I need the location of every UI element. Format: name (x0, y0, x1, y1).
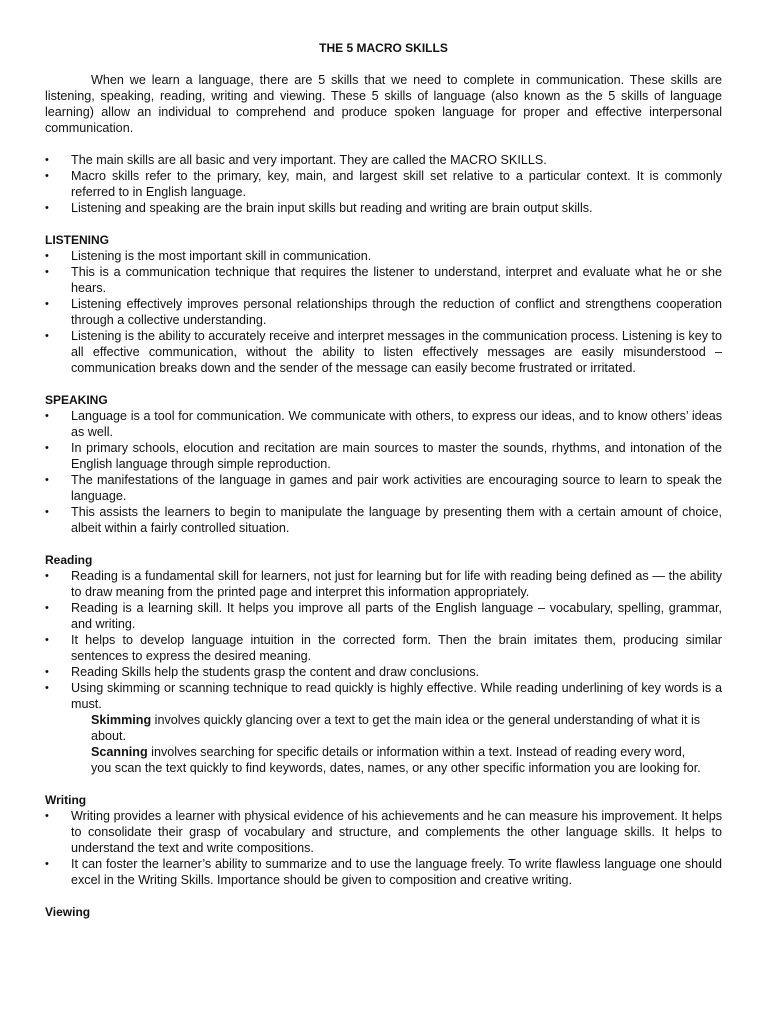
list-item: • It helps to develop language intuition in the corrected form. Then the brain imitates them, producing similar sentences to express the desired meaning. (45, 632, 722, 664)
intro-paragraph: When we learn a language, there are 5 skills that we need to complete in communication. These skills are listening, speaking, reading, writing and viewing. These 5 skills of language (also known as the 5 skills of language learning) allow an individual to comprehend and produce spoken language for proper and effective interpersonal communication. (45, 73, 722, 135)
scanning-definition (91, 744, 706, 776)
skimming-definition (91, 712, 706, 744)
skimming-term: Skimming (91, 713, 152, 727)
list-item: • The manifestations of the language in games and pair work activities are encouraging source to learn to speak the language. (45, 472, 722, 504)
list-item: • In primary schools, elocution and recitation are main sources to master the sounds, rhythms, and intonation of the English language through simple reproduction. (45, 440, 722, 472)
list-item: • The main skills are all basic and very important. They are called the MACRO SKILLS. (45, 152, 722, 168)
skimming-text: involves quickly glancing over a text to get the main idea or the general understanding of what it is about. (91, 713, 701, 743)
section-heading-speaking: SPEAKING (45, 393, 108, 407)
list-item: • Writing provides a learner with physical evidence of his achievements and he can measure his improvement. It helps to consolidate their grasp of vocabulary and structure, and complements the other language skills. It helps to understand the text and write compositions. (45, 808, 722, 856)
list-item: • Listening is the most important skill in communication. (45, 248, 722, 264)
list-item: • Reading is a learning skill. It helps you improve all parts of the English language – vocabulary, spelling, grammar, and writing. (45, 600, 722, 632)
scanning-term: Scanning (91, 745, 148, 759)
list-item: • Using skimming or scanning technique to read quickly is highly effective. While reading underlining of key words is a must. (45, 680, 722, 712)
list-item: • Language is a tool for communication. We communicate with others, to express our ideas, and to know others’ ideas as well. (45, 408, 722, 440)
list-item: • Listening effectively improves personal relationships through the reduction of conflict and strengthens cooperation through a collective understanding. (45, 296, 722, 328)
list-item: • It can foster the learner’s ability to summarize and to use the language freely. To write flawless language one should excel in the Writing Skills. Importance should be given to composition and creative writing. (45, 856, 722, 888)
list-item: • Reading Skills help the students grasp the content and draw conclusions. (45, 664, 722, 680)
list-item: • Reading is a fundamental skill for learners, not just for learning but for life with reading being defined as — the ability to draw meaning from the printed page and interpret this information appropriately. (45, 568, 722, 600)
reading-techniques (45, 712, 722, 776)
reading-list (45, 568, 722, 712)
list-item: • Listening is the ability to accurately receive and interpret messages in the communication process. Listening is key to all effective communication, without the ability to listen effectively messages are easily misunderstood – communication breaks down and the sender of the message can easily become frustrated or irritated. (45, 328, 722, 376)
page-title: THE 5 MACRO SKILLS (319, 41, 448, 55)
section-heading-viewing: Viewing (45, 905, 91, 919)
section-heading-listening: LISTENING (45, 233, 110, 247)
list-item: • This assists the learners to begin to manipulate the language by presenting them with a certain amount of choice, albeit within a fairly controlled situation. (45, 504, 722, 536)
speaking-list (45, 408, 722, 536)
scanning-text: involves searching for specific details or information within a text. Instead of reading every word, you scan the text quickly to find keywords, dates, names, or any other specific information you are looking for. (91, 745, 701, 775)
listening-list (45, 248, 722, 376)
list-item: • Macro skills refer to the primary, key, main, and largest skill set relative to a particular context. It is commonly referred to in English language. (45, 168, 722, 200)
section-heading-writing: Writing (45, 793, 87, 807)
writing-list (45, 808, 722, 888)
overview-list (45, 152, 722, 216)
list-item: • This is a communication technique that requires the listener to understand, interpret and evaluate what he or she hears. (45, 264, 722, 296)
list-item: • Listening and speaking are the brain input skills but reading and writing are brain output skills. (45, 200, 722, 216)
section-heading-reading: Reading (45, 553, 93, 567)
